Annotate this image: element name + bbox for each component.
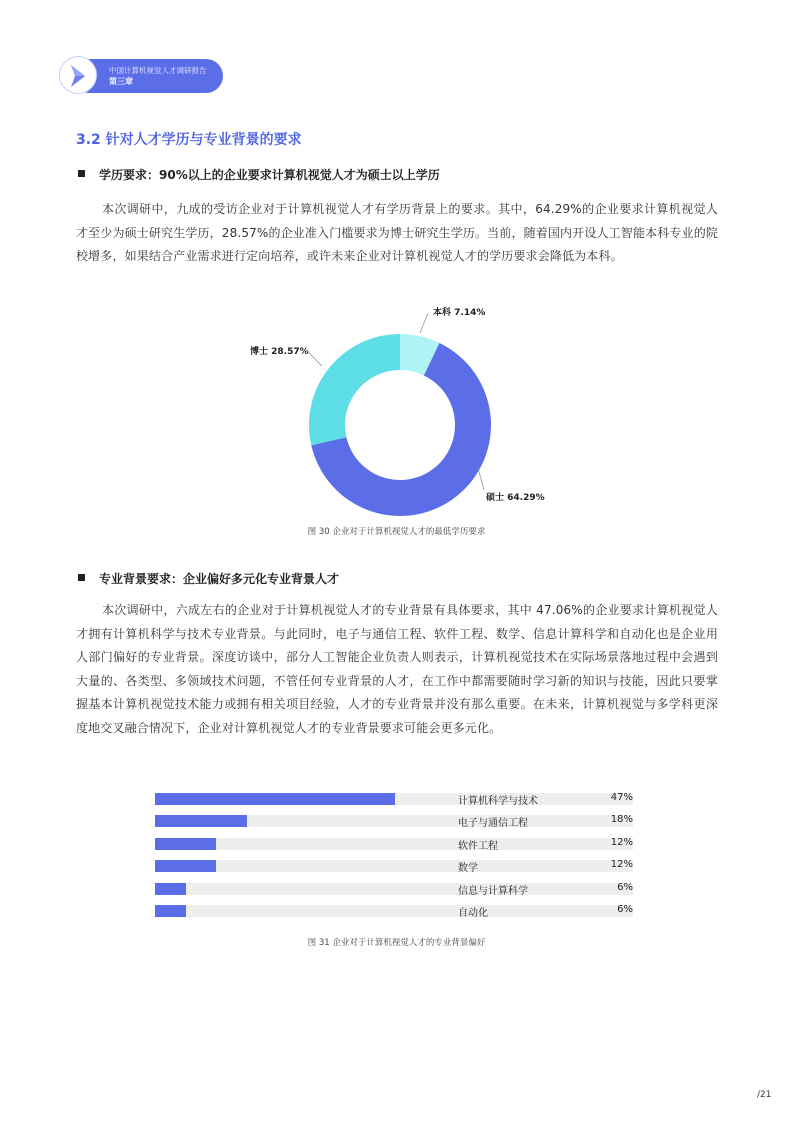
bar-track [155, 905, 633, 917]
donut-label-master: 硕士 64.29% [486, 493, 545, 503]
edu-paragraph: 本次调研中，九成的受访企业对于计算机视觉人才有学历背景上的要求。其中，64.29%的企业要求计算机视觉人才至少为硕士研究生学历，28.57%的企业准入门槛要求为博士研究生学历。当前，随着国内开设人工智能本科专业的院校增多，如果结合产业需求进行定向培养，或许未来企业对计算机视觉人才的学历要求会降低为本科。 [76, 202, 719, 263]
bar-fill [155, 905, 186, 917]
edu-heading-text: 学历要求：90%以上的企业要求计算机视觉人才为硕士以上学历 [99, 168, 440, 182]
section-title: 3.2 针对人才学历与专业背景的要求 [76, 132, 302, 148]
major-paragraph: 本次调研中，六成左右的企业对于计算机视觉人才的专业背景有具体要求，其中 47.06%的企业要求计算机视觉人才拥有计算机科学与技术专业背景。与此同时，电子与通信工程、软件工程、数学、信息计算科学和自动化也是企业用人部门偏好的专业背景。深度访谈中，部分人工智能企业负责人则表示，计算机视觉技术在实际场景落地过程中会遇到大量的、各类型、多领域技术问题，不管任何专业背景的人才，在工作中都需要随时学习新的知识与技能，因此只要掌握基本计算机视觉技术能力或拥有相关项目经验，人才的专业背景并没有那么重要。在未来，计算机视觉与多学科更深度地交叉融合情况下，企业对计算机视觉人才的专业背景要求可能会更多元化。 [76, 603, 718, 735]
header-chapter: 第三章 [109, 77, 133, 86]
bar-track [155, 838, 633, 850]
donut-label-doctor: 博士 28.57% [250, 347, 309, 357]
bar-category-label: 软件工程 [458, 840, 498, 852]
bar-row [155, 793, 635, 805]
figure-31-caption: 图 31 企业对于计算机视觉人才的专业背景偏好 [307, 938, 486, 948]
major-heading-text: 专业背景要求：企业偏好多元化专业背景人才 [99, 572, 340, 586]
bar-category-label: 数学 [458, 863, 478, 875]
bar-row [155, 905, 635, 917]
major-heading [78, 570, 339, 587]
bar-value-label: 12% [610, 859, 633, 871]
figure-30-caption: 图 30 企业对于计算机视觉人才的最低学历要求 [307, 527, 486, 537]
bar-value-label: 47% [610, 792, 633, 803]
bar-row [155, 838, 635, 850]
bar-track [155, 883, 633, 895]
bar-fill [155, 793, 395, 805]
bar-row [155, 883, 635, 895]
bar-row [155, 814, 635, 830]
bar-fill [155, 883, 186, 895]
bar-category-label: 计算机科学与技术 [458, 796, 538, 807]
bar-value-label: 6% [617, 881, 633, 893]
bar-category-label: 电子与通信工程 [458, 818, 528, 830]
bar-fill [155, 815, 247, 827]
donut-label-bachelor: 本科 7.14% [433, 308, 486, 318]
bar-fill [155, 860, 216, 872]
page-number: /21 [757, 1090, 772, 1100]
bar-category-label: 自动化 [458, 908, 488, 919]
bar-fill [155, 838, 216, 850]
header-subtitle: 中国计算机视觉人才调研报告 [109, 66, 207, 75]
bar-track [155, 860, 633, 875]
bar-category-label: 信息与计算科学 [458, 885, 528, 897]
bar-row [155, 859, 635, 875]
bar-value-label: 6% [617, 904, 633, 915]
bar-value-label: 18% [610, 814, 633, 826]
bullet-square-icon [78, 574, 85, 581]
bar-value-label: 12% [610, 836, 633, 848]
